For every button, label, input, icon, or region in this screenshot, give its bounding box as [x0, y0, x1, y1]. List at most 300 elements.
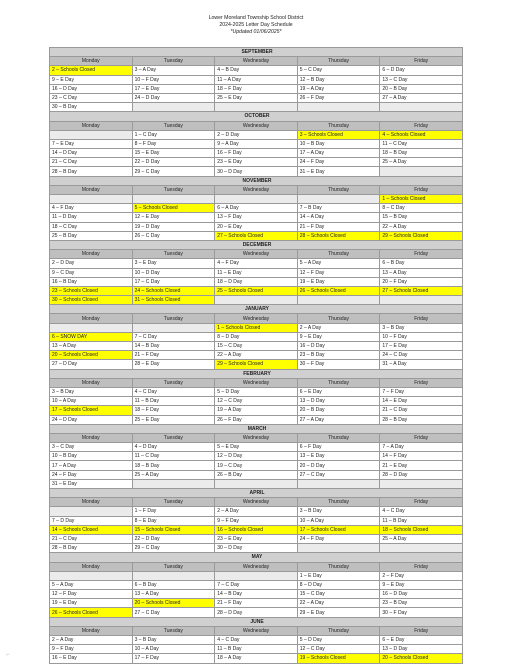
day-cell: 7 – F Day	[380, 387, 463, 396]
day-cell: 20 – E Day	[215, 222, 298, 231]
day-cell: 9 – E Day	[380, 580, 463, 589]
day-cell: 12 – F Day	[297, 268, 380, 277]
weekday-label: Tuesday	[132, 433, 215, 442]
day-cell: 9 – F Day	[50, 645, 133, 654]
day-cell: 18 – C Day	[50, 222, 133, 231]
day-cell: 22 – A Day	[215, 351, 298, 360]
day-cell	[50, 507, 133, 516]
day-cell: 18 – F Day	[215, 84, 298, 93]
day-cell: 13 – E Day	[297, 452, 380, 461]
day-cell: 20 – Schools Closed	[50, 351, 133, 360]
day-cell: 15 – E Day	[132, 149, 215, 158]
day-cell	[380, 479, 463, 488]
day-cell: 17 – A Day	[50, 461, 133, 470]
week-row	[50, 415, 463, 424]
day-cell	[132, 479, 215, 488]
weekday-label: Monday	[50, 250, 133, 259]
day-cell: 27 – A Day	[380, 93, 463, 102]
week-row	[50, 443, 463, 452]
day-cell	[215, 479, 298, 488]
day-cell: 22 – D Day	[132, 158, 215, 167]
weekday-label: Thursday	[297, 433, 380, 442]
day-cell: 26 – F Day	[297, 93, 380, 102]
week-row	[50, 231, 463, 240]
day-cell: 16 – D Day	[297, 342, 380, 351]
day-cell: 9 – C Day	[50, 268, 133, 277]
month-header-row	[50, 48, 463, 57]
day-cell	[215, 195, 298, 204]
day-cell: 26 – Schools Closed	[50, 608, 133, 617]
weekday-label: Wednesday	[215, 121, 298, 130]
day-cell: 2 – A Day	[297, 323, 380, 332]
day-cell: 29 – E Day	[297, 608, 380, 617]
month-name: MAY	[50, 553, 463, 562]
day-cell: 25 – E Day	[215, 93, 298, 102]
weekday-label: Wednesday	[215, 562, 298, 571]
day-cell: 3 – Schools Closed	[297, 130, 380, 139]
weekday-label: Monday	[50, 498, 133, 507]
weekday-header-row	[50, 378, 463, 387]
day-cell: 11 – C Day	[132, 452, 215, 461]
weekday-label: Thursday	[297, 626, 380, 635]
week-row	[50, 452, 463, 461]
week-row	[50, 516, 463, 525]
weekday-label: Thursday	[297, 378, 380, 387]
day-cell	[297, 195, 380, 204]
day-cell: 29 – C Day	[132, 544, 215, 553]
day-cell: 19 – A Day	[215, 406, 298, 415]
weekday-header-row	[50, 626, 463, 635]
day-cell: 12 – D Day	[215, 452, 298, 461]
week-row	[50, 195, 463, 204]
day-cell: 4 – B Day	[215, 66, 298, 75]
weekday-label: Thursday	[297, 562, 380, 571]
day-cell: 12 – B Day	[297, 75, 380, 84]
day-cell: 27 – D Day	[50, 360, 133, 369]
month-header-row	[50, 369, 463, 378]
day-cell: 4 – C Day	[380, 507, 463, 516]
day-cell: 11 – C Day	[380, 139, 463, 148]
day-cell: 15 – B Day	[380, 213, 463, 222]
day-cell: 9 – A Day	[215, 139, 298, 148]
weekday-label: Friday	[380, 250, 463, 259]
day-cell: 27 – Schools Closed	[215, 231, 298, 240]
day-cell: 2 – D Day	[50, 259, 133, 268]
day-cell	[50, 195, 133, 204]
month-header-row	[50, 553, 463, 562]
month-header-row	[50, 240, 463, 249]
day-cell: 17 – E Day	[132, 84, 215, 93]
day-cell: 3 – B Day	[297, 507, 380, 516]
day-cell: 16 – D Day	[50, 84, 133, 93]
day-cell: 11 – E Day	[215, 268, 298, 277]
day-cell: 8 – E Day	[132, 516, 215, 525]
day-cell: 29 – Schools Closed	[380, 231, 463, 240]
day-cell: 24 – C Day	[380, 351, 463, 360]
day-cell: 1 – E Day	[297, 571, 380, 580]
week-row	[50, 130, 463, 139]
week-row	[50, 268, 463, 277]
weekday-header-row	[50, 121, 463, 130]
week-row	[50, 149, 463, 158]
day-cell	[215, 103, 298, 112]
month-name: DECEMBER	[50, 240, 463, 249]
day-cell	[50, 571, 133, 580]
day-cell: 5 – D Day	[297, 636, 380, 645]
week-row	[50, 608, 463, 617]
day-cell: 28 – D Day	[215, 608, 298, 617]
day-cell: 11 – B Day	[215, 645, 298, 654]
weekday-label: Tuesday	[132, 185, 215, 194]
day-cell: 25 – Schools Closed	[215, 286, 298, 295]
day-cell: 27 – C Day	[297, 470, 380, 479]
day-cell: 12 – C Day	[297, 645, 380, 654]
weekday-label: Friday	[380, 433, 463, 442]
day-cell	[297, 296, 380, 305]
day-cell: 10 – B Day	[297, 139, 380, 148]
day-cell: 19 – E Day	[50, 599, 133, 608]
weekday-label: Wednesday	[215, 378, 298, 387]
weekday-label: Wednesday	[215, 626, 298, 635]
day-cell: 6 – B Day	[380, 259, 463, 268]
day-cell: 28 – E Day	[132, 360, 215, 369]
month-name: SEPTEMBER	[50, 48, 463, 57]
day-cell: 17 – F Day	[132, 654, 215, 663]
day-cell: 17 – Schools Closed	[297, 525, 380, 534]
day-cell: 2 – Schools Closed	[50, 66, 133, 75]
day-cell: 18 – B Day	[380, 149, 463, 158]
day-cell: 30 – F Day	[297, 360, 380, 369]
weekday-label: Thursday	[297, 250, 380, 259]
day-cell: 24 – F Day	[297, 534, 380, 543]
day-cell: 17 – Schools Closed	[50, 406, 133, 415]
weekday-label: Wednesday	[215, 433, 298, 442]
day-cell: 30 – D Day	[215, 167, 298, 176]
month-name: NOVEMBER	[50, 176, 463, 185]
week-row	[50, 167, 463, 176]
day-cell: 1 – Schools Closed	[215, 323, 298, 332]
day-cell: 31 – E Day	[50, 479, 133, 488]
day-cell: 7 – E Day	[50, 139, 133, 148]
day-cell: 28 – Schools Closed	[297, 231, 380, 240]
day-cell: 8 – D Day	[215, 332, 298, 341]
day-cell: 5 – A Day	[50, 580, 133, 589]
day-cell: 10 – A Day	[132, 645, 215, 654]
week-row	[50, 406, 463, 415]
weekday-header-row	[50, 433, 463, 442]
day-cell: 14 – A Day	[297, 213, 380, 222]
day-cell: 21 – C Day	[50, 158, 133, 167]
day-cell: 7 – C Day	[215, 580, 298, 589]
week-row	[50, 397, 463, 406]
day-cell: 14 – B Day	[215, 590, 298, 599]
week-row	[50, 571, 463, 580]
day-cell: 2 – D Day	[215, 130, 298, 139]
week-row	[50, 580, 463, 589]
day-cell: 13 – A Day	[132, 590, 215, 599]
day-cell: 6 – F Day	[297, 443, 380, 452]
day-cell: 29 – Schools Closed	[215, 360, 298, 369]
month-name: JANUARY	[50, 305, 463, 314]
day-cell: 28 – B Day	[380, 415, 463, 424]
day-cell: 10 – F Day	[132, 75, 215, 84]
weekday-label: Friday	[380, 314, 463, 323]
day-cell	[50, 130, 133, 139]
day-cell: 30 – Schools Closed	[50, 296, 133, 305]
weekday-label: Monday	[50, 562, 133, 571]
day-cell: 3 – B Day	[50, 387, 133, 396]
day-cell	[50, 323, 133, 332]
month-header-row	[50, 424, 463, 433]
district-name: Lower Moreland Township School District	[208, 15, 304, 21]
day-cell: 4 – Schools Closed	[380, 130, 463, 139]
day-cell: 4 – F Day	[50, 204, 133, 213]
day-cell	[297, 103, 380, 112]
week-row	[50, 590, 463, 599]
day-cell: 6 – SNOW DAY	[50, 332, 133, 341]
week-row	[50, 351, 463, 360]
day-cell: 24 – D Day	[132, 93, 215, 102]
month-name: MARCH	[50, 424, 463, 433]
day-cell: 27 – A Day	[297, 415, 380, 424]
month-header-row	[50, 617, 463, 626]
weekday-label: Monday	[50, 185, 133, 194]
day-cell: 3 – C Day	[50, 443, 133, 452]
day-cell: 17 – A Day	[297, 149, 380, 158]
day-cell: 10 – B Day	[50, 452, 133, 461]
day-cell: 23 – E Day	[215, 158, 298, 167]
day-cell: 14 – B Day	[132, 342, 215, 351]
weekday-label: Friday	[380, 562, 463, 571]
weekday-label: Monday	[50, 433, 133, 442]
day-cell: 10 – F Day	[380, 332, 463, 341]
day-cell	[215, 296, 298, 305]
day-cell: 24 – F Day	[50, 470, 133, 479]
day-cell: 30 – D Day	[215, 544, 298, 553]
day-cell: 28 – B Day	[50, 544, 133, 553]
month-header-row	[50, 112, 463, 121]
day-cell: 22 – A Day	[380, 222, 463, 231]
day-cell: 13 – D Day	[297, 397, 380, 406]
weekday-label: Tuesday	[132, 314, 215, 323]
day-cell: 1 – Schools Closed	[380, 195, 463, 204]
weekday-header-row	[50, 498, 463, 507]
letter-day-schedule-table	[49, 47, 463, 664]
day-cell: 23 – B Day	[297, 351, 380, 360]
week-row	[50, 360, 463, 369]
day-cell: 30 – B Day	[50, 103, 133, 112]
day-cell: 21 – F Day	[132, 351, 215, 360]
day-cell: 23 – B Day	[380, 599, 463, 608]
day-cell	[215, 571, 298, 580]
day-cell: 13 – F Day	[215, 213, 298, 222]
weekday-label: Tuesday	[132, 57, 215, 66]
weekday-label: Friday	[380, 121, 463, 130]
weekday-header-row	[50, 57, 463, 66]
weekday-label: Tuesday	[132, 250, 215, 259]
day-cell: 27 – Schools Closed	[380, 286, 463, 295]
day-cell: 20 – Schools Closed	[132, 599, 215, 608]
day-cell: 21 – F Day	[215, 599, 298, 608]
day-cell: 28 – D Day	[380, 470, 463, 479]
day-cell: 21 – F Day	[297, 222, 380, 231]
day-cell: 2 – A Day	[215, 507, 298, 516]
day-cell	[132, 571, 215, 580]
day-cell: 14 – D Day	[50, 149, 133, 158]
day-cell: 24 – F Day	[297, 158, 380, 167]
month-name: FEBRUARY	[50, 369, 463, 378]
day-cell: 17 – C Day	[132, 277, 215, 286]
day-cell	[380, 167, 463, 176]
weekday-label: Tuesday	[132, 378, 215, 387]
day-cell: 5 – C Day	[297, 66, 380, 75]
day-cell: 5 – A Day	[297, 259, 380, 268]
day-cell: 26 – F Day	[215, 415, 298, 424]
day-cell: 19 – Schools Closed	[297, 654, 380, 663]
day-cell: 7 – A Day	[380, 443, 463, 452]
week-row	[50, 645, 463, 654]
week-row	[50, 93, 463, 102]
month-name: APRIL	[50, 489, 463, 498]
weekday-label: Friday	[380, 185, 463, 194]
day-cell: 3 – B Day	[132, 636, 215, 645]
weekday-label: Friday	[380, 378, 463, 387]
week-row	[50, 342, 463, 351]
day-cell: 22 – D Day	[132, 534, 215, 543]
month-header-row	[50, 305, 463, 314]
day-cell: 4 – C Day	[132, 387, 215, 396]
day-cell: 3 – E Day	[132, 259, 215, 268]
weekday-label: Wednesday	[215, 185, 298, 194]
day-cell: 21 – C Day	[50, 534, 133, 543]
day-cell: 19 – A Day	[297, 84, 380, 93]
day-cell: 10 – A Day	[50, 397, 133, 406]
day-cell: 3 – A Day	[132, 66, 215, 75]
month-name: OCTOBER	[50, 112, 463, 121]
week-row	[50, 84, 463, 93]
day-cell: 26 – Schools Closed	[297, 286, 380, 295]
day-cell: 5 – Schools Closed	[132, 204, 215, 213]
day-cell: 16 – D Day	[380, 590, 463, 599]
day-cell: 4 – C Day	[215, 636, 298, 645]
weekday-label: Thursday	[297, 498, 380, 507]
day-cell: 18 – F Day	[132, 406, 215, 415]
day-cell: 20 – B Day	[297, 406, 380, 415]
weekday-label: Friday	[380, 498, 463, 507]
day-cell: 25 – E Day	[132, 415, 215, 424]
weekday-header-row	[50, 562, 463, 571]
weekday-label: Wednesday	[215, 314, 298, 323]
day-cell: 31 – Schools Closed	[132, 296, 215, 305]
day-cell: 25 – A Day	[380, 158, 463, 167]
week-row	[50, 296, 463, 305]
day-cell: 25 – A Day	[132, 470, 215, 479]
weekday-label: Monday	[50, 314, 133, 323]
week-row	[50, 139, 463, 148]
day-cell: 20 – F Day	[380, 277, 463, 286]
day-cell: 6 – B Day	[132, 580, 215, 589]
weekday-label: Thursday	[297, 57, 380, 66]
day-cell: 12 – E Day	[132, 213, 215, 222]
day-cell: 3 – B Day	[380, 323, 463, 332]
day-cell: 11 – D Day	[50, 213, 133, 222]
weekday-label: Thursday	[297, 314, 380, 323]
week-row	[50, 75, 463, 84]
weekday-label: Thursday	[297, 121, 380, 130]
day-cell: 19 – E Day	[297, 277, 380, 286]
day-cell: 18 – D Day	[215, 277, 298, 286]
week-row	[50, 387, 463, 396]
week-row	[50, 636, 463, 645]
day-cell: 15 – C Day	[297, 590, 380, 599]
day-cell	[132, 195, 215, 204]
day-cell: 12 – F Day	[50, 590, 133, 599]
day-cell: 10 – A Day	[297, 516, 380, 525]
week-row	[50, 544, 463, 553]
day-cell: 14 – Schools Closed	[50, 525, 133, 534]
day-cell: 27 – C Day	[132, 608, 215, 617]
week-row	[50, 158, 463, 167]
day-cell: 21 – E Day	[380, 461, 463, 470]
day-cell: 4 – F Day	[215, 259, 298, 268]
day-cell: 13 – A Day	[50, 342, 133, 351]
updated-note: *Updated 01/06/2025*	[230, 29, 282, 35]
week-row	[50, 525, 463, 534]
day-cell: 6 – D Day	[380, 66, 463, 75]
day-cell: 15 – Schools Closed	[132, 525, 215, 534]
day-cell	[132, 323, 215, 332]
day-cell: 19 – D Day	[132, 222, 215, 231]
week-row	[50, 204, 463, 213]
day-cell: 26 – C Day	[132, 231, 215, 240]
day-cell: 20 – B Day	[380, 84, 463, 93]
day-cell: 7 – C Day	[132, 332, 215, 341]
day-cell	[380, 296, 463, 305]
schedule-title: 2024-2025 Letter Day Schedule	[219, 22, 293, 28]
day-cell: 23 – C Day	[50, 93, 133, 102]
day-cell: 6 – E Day	[297, 387, 380, 396]
day-cell: 23 – E Day	[215, 534, 298, 543]
week-row	[50, 277, 463, 286]
weekday-label: Friday	[380, 626, 463, 635]
weekday-label: Monday	[50, 626, 133, 635]
day-cell: 19 – C Day	[215, 461, 298, 470]
day-cell: 20 – D Day	[297, 461, 380, 470]
weekday-label: Tuesday	[132, 626, 215, 635]
day-cell: 24 – D Day	[50, 415, 133, 424]
day-cell: 16 – Schools Closed	[215, 525, 298, 534]
weekday-label: Monday	[50, 378, 133, 387]
weekday-label: Wednesday	[215, 57, 298, 66]
day-cell: 5 – E Day	[215, 443, 298, 452]
day-cell: 13 – D Day	[380, 645, 463, 654]
week-row	[50, 66, 463, 75]
weekday-header-row	[50, 250, 463, 259]
day-cell: 25 – A Day	[380, 534, 463, 543]
day-cell: 6 – E Day	[380, 636, 463, 645]
month-header-row	[50, 176, 463, 185]
day-cell	[380, 103, 463, 112]
day-cell: 12 – C Day	[215, 397, 298, 406]
week-row	[50, 479, 463, 488]
day-cell: 8 – C Day	[380, 204, 463, 213]
day-cell: 13 – C Day	[380, 75, 463, 84]
weekday-label: Tuesday	[132, 121, 215, 130]
day-cell: 10 – D Day	[132, 268, 215, 277]
day-cell: 8 – F Day	[132, 139, 215, 148]
week-row	[50, 507, 463, 516]
weekday-header-row	[50, 314, 463, 323]
